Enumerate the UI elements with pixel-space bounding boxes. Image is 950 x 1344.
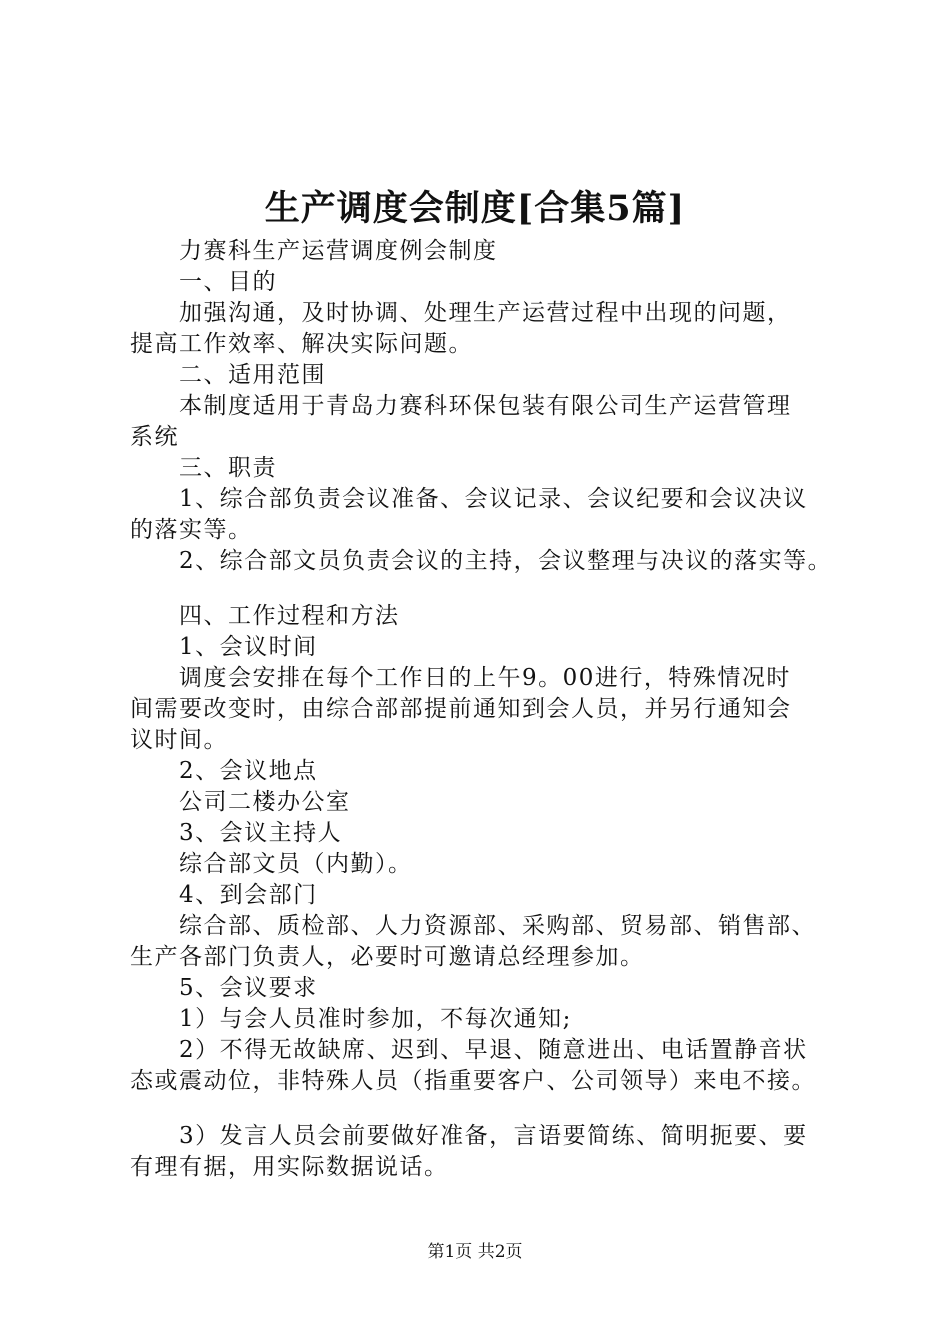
paragraph-gap [130,577,850,601]
subsection-heading: 5、会议要求 [179,975,318,1001]
paragraph-line: 力赛科生产运营调度例会制度 [179,238,498,264]
section-heading: 三、职责 [179,455,277,481]
subsection-heading: 1、会议时间 [179,634,318,660]
paragraph-line: 公司二楼办公室 [179,789,351,815]
paragraph-line: 1、综合部负责会议准备、会议记录、会议纪要和会议决议 [179,486,808,512]
paragraph-line: 间需要改变时，由综合部部提前通知到会人员，并另行通知会 [130,696,792,722]
page-number-footer: 第1页 共2页 [427,1242,523,1262]
paragraph-line: 本制度适用于青岛力赛科环保包装有限公司生产运营管理 [179,393,792,419]
list-item: 1）与会人员准时参加，不每次通知; [179,1006,572,1032]
paragraph-line: 的落实等。 [130,517,253,543]
paragraph-gap [130,1097,850,1121]
list-item: 2）不得无故缺席、迟到、早退、随意进出、电话置静音状 [179,1037,808,1063]
paragraph-line: 加强沟通，及时协调、处理生产运营过程中出现的问题， [179,300,792,326]
paragraph-line: 调度会安排在每个工作日的上午9。00进行，特殊情况时 [179,665,791,691]
paragraph-line: 议时间。 [130,727,228,753]
section-heading: 一、目的 [179,269,277,295]
list-item-continuation: 有理有据，用实际数据说话。 [130,1154,449,1180]
paragraph-line: 2、综合部文员负责会议的主持，会议整理与决议的落实等。 [179,548,833,574]
paragraph-line: 提高工作效率、解决实际问题。 [130,331,473,357]
section-heading: 二、适用范围 [179,362,326,388]
subsection-heading: 3、会议主持人 [179,820,343,846]
section-heading: 四、工作过程和方法 [179,603,400,629]
document-title: 生产调度会制度[合集5篇] [264,188,686,229]
list-item: 3）发言人员会前要做好准备，言语要简练、简明扼要、要 [179,1123,808,1149]
paragraph-line: 综合部文员（内勤）。 [179,851,413,877]
subsection-heading: 4、到会部门 [179,882,318,908]
paragraph-line: 系统 [130,424,179,450]
paragraph-line: 生产各部门负责人，必要时可邀请总经理参加。 [130,944,645,970]
document-body [130,236,850,1183]
paragraph-line: 综合部、质检部、人力资源部、采购部、贸易部、销售部、 [179,913,816,939]
subsection-heading: 2、会议地点 [179,758,318,784]
list-item-continuation: 态或震动位，非特殊人员（指重要客户、公司领导）来电不接。 [130,1068,816,1094]
